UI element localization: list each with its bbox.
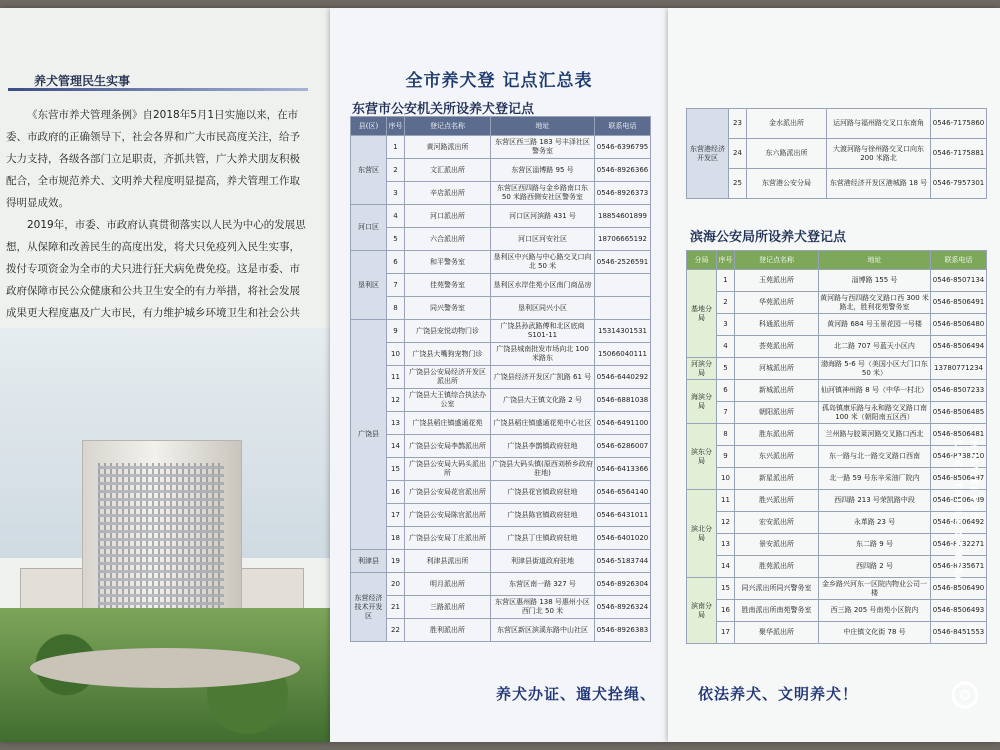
group-cell: 滨北分局 — [687, 490, 717, 578]
station-phone: 0546-8451553 — [931, 622, 987, 644]
station-phone: 0546-7175881 — [931, 139, 987, 169]
station-address: 孤岛镇康乐路与永和路交叉路口南 100 米（朝阳南五区西） — [819, 402, 931, 424]
left-brochure-panel — [0, 8, 330, 742]
station-name: 胜南派出所南苑警务室 — [735, 600, 819, 622]
row-number: 5 — [717, 358, 735, 380]
station-address: 广饶县丁庄镇政府驻地 — [491, 527, 595, 550]
station-phone: 0546-7957301 — [931, 169, 987, 199]
station-phone: 0546-8506491 — [931, 292, 987, 314]
station-address: 仙河镇神州路 8 号（中华一村北） — [819, 380, 931, 402]
station-address: 广饶县大王镇文化路 2 号 — [491, 389, 595, 412]
column-header: 登记点名称 — [735, 251, 819, 270]
station-address: 广饶县经济开发区广凯路 61 号 — [491, 366, 595, 389]
port-registration-table — [686, 108, 987, 199]
station-phone: 0546-8507134 — [931, 270, 987, 292]
section-title: 养犬管理民生实事 — [34, 74, 131, 88]
row-number: 17 — [387, 504, 405, 527]
table-row — [687, 292, 987, 314]
row-number: 2 — [387, 159, 405, 182]
station-address: 大渡河路与徐州路交叉口向东 200 米路北 — [827, 139, 931, 169]
station-address: 广饶县李鹊镇政府驻地 — [491, 435, 595, 458]
station-name: 六合派出所 — [405, 228, 491, 251]
station-address: 金乡路兴河东一区院内物业公司一楼 — [819, 578, 931, 600]
row-number: 6 — [717, 380, 735, 402]
row-number: 4 — [717, 336, 735, 358]
row-number: 24 — [729, 139, 747, 169]
station-phone: 0546-8926373 — [595, 182, 651, 205]
station-phone: 0546-5183744 — [595, 550, 651, 573]
table-row — [351, 159, 651, 182]
table-row — [351, 481, 651, 504]
station-phone: 0546-8506497 — [931, 468, 987, 490]
station-address: 永革路 23 号 — [819, 512, 931, 534]
station-phone: 0546-8926324 — [595, 596, 651, 619]
camera-watermark — [968, 440, 979, 520]
row-number: 5 — [387, 228, 405, 251]
station-name: 文汇派出所 — [405, 159, 491, 182]
station-name: 胜兴派出所 — [735, 490, 819, 512]
row-number: 10 — [387, 343, 405, 366]
station-phone: 0546-8926366 — [595, 159, 651, 182]
table-row — [351, 228, 651, 251]
column-header: 联系电话 — [931, 251, 987, 270]
station-name: 辛店派出所 — [405, 182, 491, 205]
table-row — [687, 534, 987, 556]
group-cell: 东营区 — [351, 136, 387, 205]
watermark-line-1: HUAWEI P20 — [968, 440, 979, 520]
group-cell: 滨东分局 — [687, 424, 717, 490]
table-row — [687, 314, 987, 336]
station-phone — [595, 274, 651, 297]
building-windows — [98, 463, 224, 613]
row-number: 10 — [717, 468, 735, 490]
row-number: 3 — [387, 182, 405, 205]
table-row — [687, 578, 987, 600]
station-name: 广饶县大王镇综合执法办公室 — [405, 389, 491, 412]
station-address: 黄河路 684 号玉景花园一号楼 — [819, 314, 931, 336]
station-name: 同兴派出所同兴警务室 — [735, 578, 819, 600]
row-number: 1 — [387, 136, 405, 159]
station-phone: 0546-8732271 — [931, 534, 987, 556]
table-row — [351, 458, 651, 481]
title-divider — [8, 88, 308, 91]
table-row — [351, 274, 651, 297]
station-name: 广饶县公安局陈官派出所 — [405, 504, 491, 527]
table-row — [687, 446, 987, 468]
station-phone: 0546-8926383 — [595, 619, 651, 642]
group-cell: 海滨分局 — [687, 380, 717, 424]
row-number: 25 — [729, 169, 747, 199]
station-address: 广饶县孙武路傅和北区底商 S101-11 — [491, 320, 595, 343]
row-number: 8 — [717, 424, 735, 446]
table-row — [351, 251, 651, 274]
table-row — [351, 205, 651, 228]
table-row — [687, 358, 987, 380]
table-row — [351, 182, 651, 205]
intro-text — [6, 104, 306, 346]
station-phone: 0546-8506493 — [931, 600, 987, 622]
row-number: 20 — [387, 573, 405, 596]
row-number: 1 — [717, 270, 735, 292]
column-header: 序号 — [717, 251, 735, 270]
page-title: 全市养犬登 记点汇总表 — [405, 71, 593, 91]
group-cell: 基地分局 — [687, 270, 717, 358]
row-number: 8 — [387, 297, 405, 320]
table-row — [351, 550, 651, 573]
station-name: 广饶县公安局李鹊派出所 — [405, 435, 491, 458]
row-number: 14 — [717, 556, 735, 578]
station-address: 东营区西四路与金乡路南口东 50 米路西侧安社区警务室 — [491, 182, 595, 205]
group-cell: 广饶县 — [351, 320, 387, 550]
station-name: 佳苑警务室 — [405, 274, 491, 297]
station-name: 新城派出所 — [735, 380, 819, 402]
station-name: 玉苑派出所 — [735, 270, 819, 292]
table-row — [351, 435, 651, 458]
column-header: 地址 — [491, 117, 595, 136]
station-name: 河口派出所 — [405, 205, 491, 228]
group-cell: 河滨分局 — [687, 358, 717, 380]
station-phone: 15314301531 — [595, 320, 651, 343]
table-row — [687, 512, 987, 534]
station-phone: 0546-8506490 — [931, 578, 987, 600]
station-address: 利津县街道政府驻地 — [491, 550, 595, 573]
row-number: 12 — [717, 512, 735, 534]
station-name: 科通派出所 — [735, 314, 819, 336]
table-row — [351, 596, 651, 619]
row-number: 22 — [387, 619, 405, 642]
station-name: 胜利派出所 — [405, 619, 491, 642]
station-name: 广饶县稻庄镇盛通花苑 — [405, 412, 491, 435]
table-row — [351, 136, 651, 159]
station-address: 兰州路与胶莱河路交叉路口西北 — [819, 424, 931, 446]
group-cell: 东营经济技术开发区 — [351, 573, 387, 642]
station-name: 东营港公安分局 — [747, 169, 827, 199]
station-phone: 0546-6413366 — [595, 458, 651, 481]
station-phone: 0546-8926304 — [595, 573, 651, 596]
station-address: 中庄镇文化街 78 号 — [819, 622, 931, 644]
row-number: 7 — [717, 402, 735, 424]
station-name: 广饶县公安局大码头派出所 — [405, 458, 491, 481]
station-name: 新星派出所 — [735, 468, 819, 490]
table-row — [687, 600, 987, 622]
row-number: 14 — [387, 435, 405, 458]
station-address: 东二路 9 号 — [819, 534, 931, 556]
table-row — [687, 490, 987, 512]
table-row — [351, 343, 651, 366]
station-name: 朝阳派出所 — [735, 402, 819, 424]
station-address: 东营区新区滨溪东路中山社区 — [491, 619, 595, 642]
station-address: 西四路 213 号荣凯路中段 — [819, 490, 931, 512]
row-number: 18 — [387, 527, 405, 550]
slogan-right: 依法养犬、文明养犬！ — [698, 685, 859, 703]
station-address: 黄河路与西四路交叉路口西 300 米路北，胜利花苑警务室 — [819, 292, 931, 314]
row-number: 9 — [717, 446, 735, 468]
group-cell: 垦利区 — [351, 251, 387, 320]
column-header: 地址 — [819, 251, 931, 270]
row-number: 11 — [387, 366, 405, 389]
row-number: 21 — [387, 596, 405, 619]
station-name: 华苑派出所 — [735, 292, 819, 314]
station-phone: 0546-8506494 — [931, 336, 987, 358]
station-address: 渤海路 5-6 号（美国小区大门口东 50 米） — [819, 358, 931, 380]
right-brochure-panel — [668, 8, 1000, 742]
table-row — [687, 556, 987, 578]
station-address: 东营区淄博路 95 号 — [491, 159, 595, 182]
station-address: 运河路与福州路交叉口东南角 — [827, 109, 931, 139]
row-number: 19 — [387, 550, 405, 573]
station-name: 明月派出所 — [405, 573, 491, 596]
column-header: 联系电话 — [595, 117, 651, 136]
table-row — [687, 468, 987, 490]
plaza — [30, 648, 300, 688]
station-address: 广饶县陈官镇政府驻地 — [491, 504, 595, 527]
station-phone: 18706665192 — [595, 228, 651, 251]
station-name: 广饶县宠悦动物门诊 — [405, 320, 491, 343]
station-phone: 0546-8738710 — [931, 446, 987, 468]
row-number: 9 — [387, 320, 405, 343]
station-phone: 0546-6564140 — [595, 481, 651, 504]
table-row — [351, 412, 651, 435]
row-number: 16 — [717, 600, 735, 622]
station-address: 东营区南一路 327 号 — [491, 573, 595, 596]
station-name: 荟苑派出所 — [735, 336, 819, 358]
table-row — [351, 320, 651, 343]
station-phone — [595, 297, 651, 320]
table-row — [351, 389, 651, 412]
station-phone: 0546-8507233 — [931, 380, 987, 402]
table-row — [687, 622, 987, 644]
table-row — [687, 424, 987, 446]
station-name: 聚华派出所 — [735, 622, 819, 644]
station-address: 西三路 205 号南苑小区院内 — [819, 600, 931, 622]
station-phone: 0546-8506480 — [931, 314, 987, 336]
row-number: 16 — [387, 481, 405, 504]
column-header: 县(区) — [351, 117, 387, 136]
station-name: 广饶县公安局经济开发区派出所 — [405, 366, 491, 389]
row-number: 13 — [717, 534, 735, 556]
row-number: 4 — [387, 205, 405, 228]
station-name: 三路派出所 — [405, 596, 491, 619]
watermark-line-2: LEICA TRIPLE CAMERA — [952, 440, 963, 585]
column-header: 分局 — [687, 251, 717, 270]
row-number: 12 — [387, 389, 405, 412]
station-name: 宏安派出所 — [735, 512, 819, 534]
station-name: 东六路派出所 — [747, 139, 827, 169]
station-address: 东营区惠州路 138 号惠州小区西门北 50 米 — [491, 596, 595, 619]
row-number: 11 — [717, 490, 735, 512]
station-phone: 13780771234 — [931, 358, 987, 380]
station-name: 广饶县公安局丁庄派出所 — [405, 527, 491, 550]
station-address: 河口区河滨路 431 号 — [491, 205, 595, 228]
table-row — [687, 380, 987, 402]
station-address: 西四路 2 号 — [819, 556, 931, 578]
table-header-row — [351, 117, 651, 136]
leica-lens-icon — [950, 680, 980, 710]
station-address: 广饶县花官镇政府驻地 — [491, 481, 595, 504]
police-section-title: 东营市公安机关所设养犬登记点 — [352, 102, 535, 117]
table-row — [687, 109, 987, 139]
table-header-row — [687, 251, 987, 270]
station-phone: 0546-7175860 — [931, 109, 987, 139]
column-header: 序号 — [387, 117, 405, 136]
station-name: 胜东派出所 — [735, 424, 819, 446]
group-cell: 滨南分局 — [687, 578, 717, 644]
group-cell: 东营港经济开发区 — [687, 109, 729, 199]
station-phone: 0546-6881038 — [595, 389, 651, 412]
table-row — [687, 402, 987, 424]
station-name: 广饶县大嘴狗宠物门诊 — [405, 343, 491, 366]
station-phone: 0546-8506489 — [931, 490, 987, 512]
row-number: 15 — [387, 458, 405, 481]
row-number: 6 — [387, 251, 405, 274]
row-number: 15 — [717, 578, 735, 600]
table-row — [351, 366, 651, 389]
intro-paragraph-2: 2019年，市委、市政府认真贯彻落实以人民为中心的发展思想，从保障和改善民生的高度出发，将犬只免疫列入民生实事，拨付专项资金为全市的犬只进行狂犬病免费免疫。这是市委、市政府保障市民公众健康和公共卫生安全的有力举措，将社会发展成果更大程度惠及广大市民，有力维护城乡环境卫生和社会公共 — [6, 219, 306, 319]
station-name: 胜苑派出所 — [735, 556, 819, 578]
table-row — [687, 169, 987, 199]
station-phone: 0546-6440292 — [595, 366, 651, 389]
dongying-registration-table — [350, 116, 651, 642]
camera-watermark-2 — [952, 440, 963, 584]
station-address: 垦利区水岸佳苑小区南门商品房 — [491, 274, 595, 297]
station-address: 东营港经济开发区港城路 18 号 — [827, 169, 931, 199]
station-address: 北一路 59 号东辛采油厂院内 — [819, 468, 931, 490]
station-name: 金水派出所 — [747, 109, 827, 139]
station-name: 和平警务室 — [405, 251, 491, 274]
row-number: 2 — [717, 292, 735, 314]
station-address: 北二路 707 号蓝天小区内 — [819, 336, 931, 358]
station-address: 广饶县稻庄镇盛通花苑中心社区 — [491, 412, 595, 435]
station-address: 淄博路 155 号 — [819, 270, 931, 292]
table-row — [351, 504, 651, 527]
station-phone: 0546-2526591 — [595, 251, 651, 274]
station-address: 垦利区同兴小区 — [491, 297, 595, 320]
station-phone: 0546-8506492 — [931, 512, 987, 534]
station-phone: 15066040111 — [595, 343, 651, 366]
station-address: 东一路与北一路交叉路口西南 — [819, 446, 931, 468]
station-name: 东兴派出所 — [735, 446, 819, 468]
binhai-registration-table — [686, 250, 987, 644]
table-row — [351, 297, 651, 320]
station-phone: 0546-8735671 — [931, 556, 987, 578]
station-phone: 0546-8506485 — [931, 402, 987, 424]
intro-paragraph-1: 《东营市养犬管理条例》自2018年5月1日实施以来，在市委、市政府的正确领导下，社会各界和广大市民高度关注，给予大力支持，各级各部门立足职责，齐抓共管，广大养犬朋友积极配合，全市规范养犬、文明养犬程度明显提高，养犬管理工作取得明显成效。 — [6, 109, 300, 209]
group-cell: 河口区 — [351, 205, 387, 251]
row-number: 7 — [387, 274, 405, 297]
station-address: 河口区河安社区 — [491, 228, 595, 251]
table-row — [351, 573, 651, 596]
station-name: 利津县派出所 — [405, 550, 491, 573]
table-row — [351, 619, 651, 642]
group-cell: 利津县 — [351, 550, 387, 573]
station-name: 黄河路派出所 — [405, 136, 491, 159]
row-number: 17 — [717, 622, 735, 644]
station-phone: 0546-6286007 — [595, 435, 651, 458]
table-row — [687, 139, 987, 169]
station-address: 广饶县城南批发市场向北 100 米路东 — [491, 343, 595, 366]
station-phone: 18854601899 — [595, 205, 651, 228]
station-name: 广饶县公安局花官派出所 — [405, 481, 491, 504]
middle-brochure-panel — [330, 8, 668, 742]
binhai-section-title: 滨海公安局所设养犬登记点 — [690, 230, 847, 245]
row-number: 13 — [387, 412, 405, 435]
station-phone: 0546-8506481 — [931, 424, 987, 446]
station-phone: 0546-6491100 — [595, 412, 651, 435]
station-address: 垦利区中兴路与中心路交叉口向北 50 米 — [491, 251, 595, 274]
table-row — [351, 527, 651, 550]
station-phone: 0546-6431011 — [595, 504, 651, 527]
station-address: 广饶县大码头镇(原西刘桥乡政府驻地) — [491, 458, 595, 481]
slogan-left: 养犬办证、遛犬拴绳、 — [496, 685, 657, 703]
station-phone: 0546-6401020 — [595, 527, 651, 550]
row-number: 3 — [717, 314, 735, 336]
table-row — [687, 336, 987, 358]
station-name: 同兴警务室 — [405, 297, 491, 320]
station-phone: 0546-6396795 — [595, 136, 651, 159]
station-name: 河城派出所 — [735, 358, 819, 380]
station-address: 东营区西三路 183 号丰泽社区警务室 — [491, 136, 595, 159]
row-number: 23 — [729, 109, 747, 139]
station-name: 景安派出所 — [735, 534, 819, 556]
table-row — [687, 270, 987, 292]
column-header: 登记点名称 — [405, 117, 491, 136]
